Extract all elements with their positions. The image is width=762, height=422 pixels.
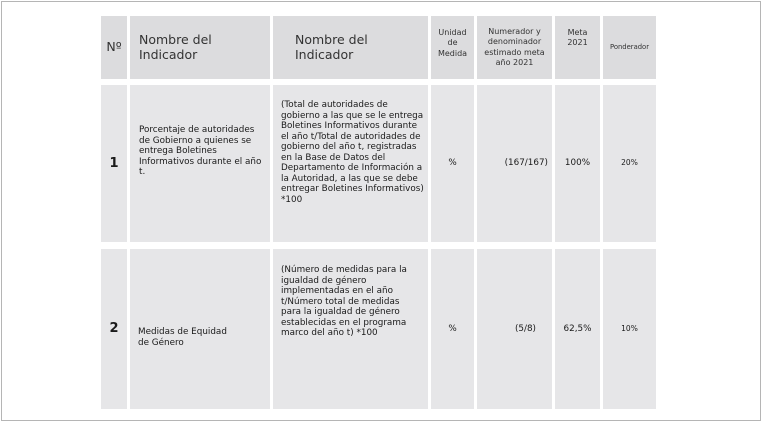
header-unit-text: Unidad de Medida: [437, 28, 468, 58]
row1-indicator: [130, 85, 270, 242]
header-n-text: Nº: [106, 39, 122, 55]
header-goal-text: Meta 2021: [567, 28, 588, 48]
row1-unit: [431, 85, 474, 242]
header-n: [101, 16, 127, 79]
row1-numden-text: (167/167): [504, 158, 548, 169]
row1-formula: [273, 85, 428, 242]
row2-numden: [477, 249, 552, 409]
row2-indicator: [130, 249, 270, 409]
row2-goal-text: 62,5%: [563, 323, 592, 334]
row2-indicator-text: Medidas de Equidad de Género: [138, 326, 227, 348]
row1-indicator-text: Porcentaje de autoridades de Gobierno a quienes se entrega Boletines Informativos durante el año t.: [139, 125, 262, 178]
row2-n-text: 2: [109, 321, 119, 337]
header-numden: [477, 16, 552, 79]
row2-formula: [273, 249, 428, 409]
row1-goal: [555, 85, 600, 242]
row1-numden: [477, 85, 552, 242]
header-formula: [273, 16, 428, 79]
header-indicator: [130, 16, 270, 79]
header-weight-text: Ponderador: [609, 43, 650, 52]
header-indicator-text: Nombre del Indicador: [139, 31, 212, 62]
row1-formula-text: (Total de autoridades de gobierno a las que se le entrega Boletines Informativos durante el año t/Total de autoridades de gobierno del año t, registradas en la Base de Datos del Departamento de Información a la Autoridad, a las que se debe entregar Boletines Informativos) *100: [281, 100, 424, 205]
header-unit: [431, 16, 474, 79]
row2-unit-text: %: [448, 323, 457, 334]
row2-formula-text: (Número de medidas para la igualdad de género implementadas en el año t/Número total de medidas para la igualdad de género establecidas en el programa marco del año t) *100: [281, 265, 407, 339]
header-numden-text: Numerador y denominador estimado meta año 2021: [484, 27, 545, 68]
row2-numden-text: (5/8): [514, 323, 536, 334]
row1-n-text: 1: [109, 155, 119, 171]
row1-goal-text: 100%: [564, 158, 591, 169]
row2-weight: [603, 249, 656, 409]
row1-unit-text: %: [448, 158, 457, 169]
row2-weight-text: 10%: [621, 323, 638, 333]
row2-unit: [431, 249, 474, 409]
row2-n: [101, 249, 127, 409]
row1-weight: [603, 85, 656, 242]
header-weight: [603, 16, 656, 79]
row1-n: [101, 85, 127, 242]
header-formula-text: Nombre del Indicador: [295, 31, 368, 62]
row2-goal: [555, 249, 600, 409]
header-goal: [555, 16, 600, 79]
row1-weight-text: 20%: [621, 158, 638, 168]
